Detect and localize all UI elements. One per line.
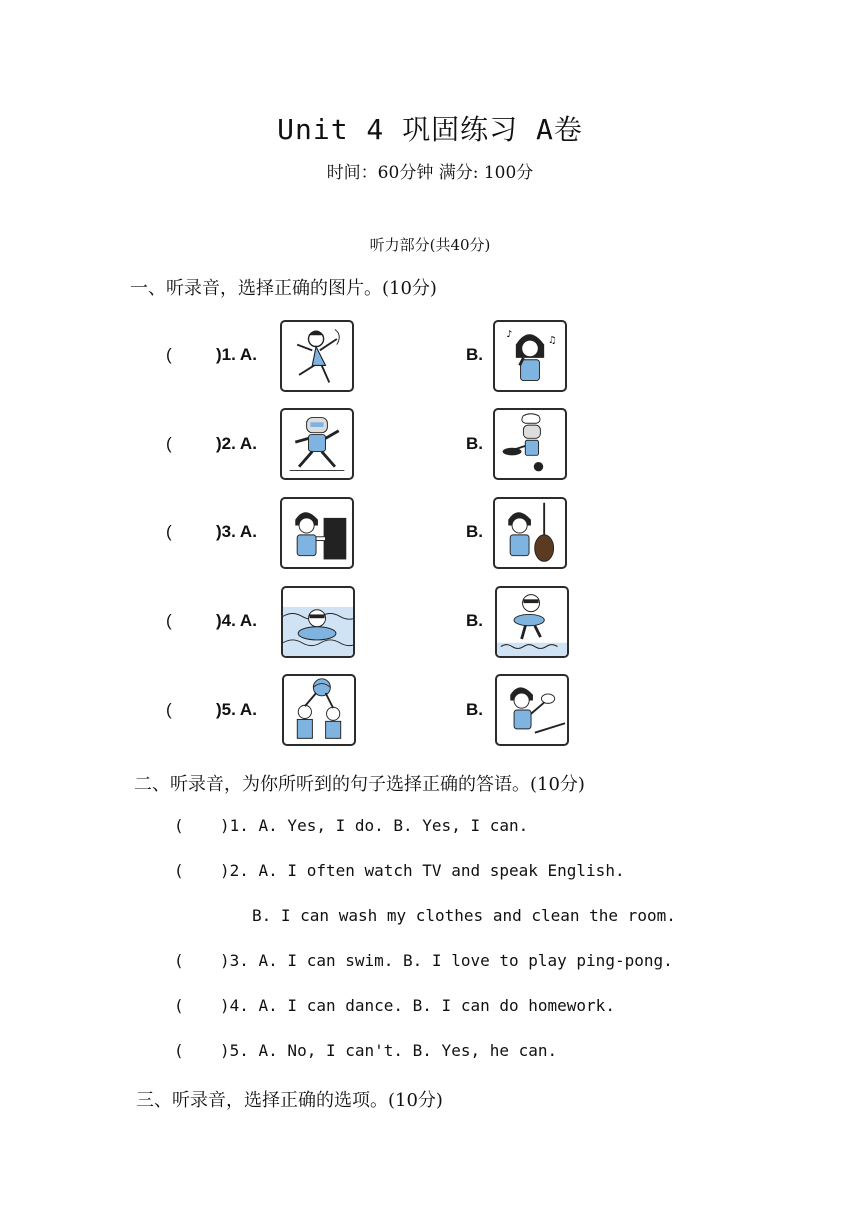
question-number: )3. A.	[216, 522, 257, 541]
girl-dancing-icon[interactable]	[280, 320, 354, 392]
answer-paren[interactable]: (	[174, 996, 184, 1015]
question-text: )1. A. Yes, I do. B. Yes, I can.	[220, 816, 529, 835]
question-number: )2. A.	[216, 434, 257, 453]
question-number: )5. A.	[216, 700, 257, 719]
robot-doing-kungfu-icon[interactable]	[280, 408, 354, 480]
answer-paren[interactable]: (	[166, 700, 172, 719]
boy-swimming-icon[interactable]	[281, 586, 355, 658]
answer-paren[interactable]: (	[174, 861, 184, 880]
answer-paren[interactable]: (	[174, 816, 184, 835]
question-number: )1. A.	[216, 345, 257, 364]
answer-paren[interactable]: (	[166, 434, 172, 453]
boy-playing-ping-pong-icon[interactable]	[495, 674, 569, 746]
question-text: )3. A. I can swim. B. I love to play ping-pong.	[220, 951, 673, 970]
question-text: )2. A. I often watch TV and speak English.	[220, 861, 625, 880]
option-b-label: B.	[466, 345, 483, 364]
girl-singing-icon[interactable]	[493, 320, 567, 392]
question-number: )4. A.	[216, 611, 257, 630]
svg-text:♫: ♫	[547, 334, 557, 346]
page-title: Unit 4 巩固练习 A卷	[277, 113, 583, 146]
answer-paren[interactable]: (	[166, 345, 172, 364]
question-text: )5. A. No, I can't. B. Yes, he can.	[220, 1041, 558, 1060]
question-text: )4. A. I can dance. B. I can do homework.	[220, 996, 615, 1015]
question-text: B. I can wash my clothes and clean the room.	[252, 906, 676, 925]
kids-playing-volleyball-icon[interactable]	[282, 674, 356, 746]
answer-paren[interactable]: (	[166, 522, 172, 541]
section2-heading: 二、听录音，为你所听到的句子选择正确的答语。(10分)	[134, 774, 585, 795]
boy-playing-pipa-icon[interactable]	[493, 497, 567, 569]
listening-part-heading: 听力部分(共40分)	[369, 236, 491, 254]
answer-paren[interactable]: (	[166, 611, 172, 630]
boy-playing-piano-icon[interactable]	[280, 497, 354, 569]
option-b-label: B.	[466, 434, 483, 453]
svg-text:♪: ♪	[506, 329, 513, 341]
option-b-label: B.	[466, 611, 483, 630]
robot-cooking-icon[interactable]	[493, 408, 567, 480]
answer-paren[interactable]: (	[174, 1041, 184, 1060]
exam-meta: 时间：60分钟 满分: 100分	[326, 163, 534, 183]
option-b-label: B.	[466, 522, 483, 541]
option-b-label: B.	[466, 700, 483, 719]
section1-heading: 一、听录音，选择正确的图片。(10分)	[130, 278, 437, 299]
boy-jumping-into-water-icon[interactable]	[495, 586, 569, 658]
answer-paren[interactable]: (	[174, 951, 184, 970]
section3-heading: 三、听录音，选择正确的选项。(10分)	[136, 1090, 443, 1111]
